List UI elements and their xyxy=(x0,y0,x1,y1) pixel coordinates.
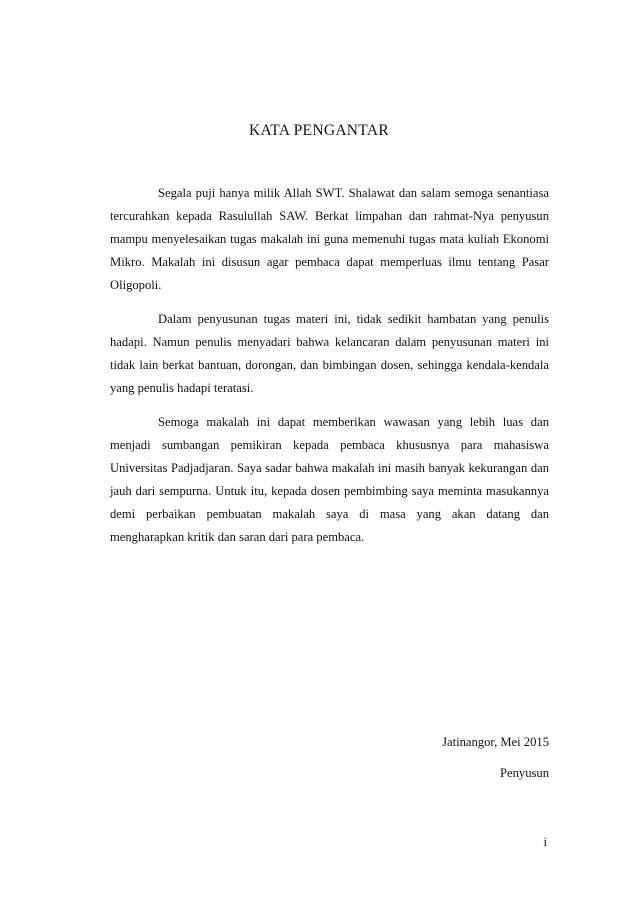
page-number: i xyxy=(543,835,547,849)
body-text xyxy=(110,182,549,560)
paragraph-3: Semoga makalah ini dapat memberikan wawasan yang lebih luas dan menjadi sumbangan pemikiran kepada pembaca khususnya para mahasiswa Universitas Padjadjaran. Saya sadar bahwa makalah ini masih banyak kekurangan dan jauh dari sempurna. Untuk itu, kepada dosen pembimbing saya meminta masukannya demi perbaikan pembuatan makalah saya di masa yang akan datang dan mengharapkan kritik dan saran dari para pembaca. xyxy=(110,415,549,544)
place-date: Jatinangor, Mei 2015 xyxy=(442,735,549,749)
paragraph-2: Dalam penyusunan tugas materi ini, tidak sedikit hambatan yang penulis hadapi. Namun penulis menyadari bahwa kelancaran dalam penyusunan materi ini tidak lain berkat bantuan, dorongan, dan bimbingan dosen, sehingga kendala-kendala yang penulis hadapi teratasi. xyxy=(110,312,549,395)
page-title: KATA PENGANTAR xyxy=(249,122,389,139)
paragraph-1: Segala puji hanya milik Allah SWT. Shalawat dan salam semoga senantiasa tercurahkan kepada Rasulullah SAW. Berkat limpahan dan rahmat-Nya penyusun mampu menyelesaikan tugas makalah ini guna memenuhi tugas mata kuliah Ekonomi Mikro. Makalah ini disusun agar pembaca dapat memperluas ilmu tentang Pasar Oligopoli. xyxy=(110,186,549,292)
signature-role: Penyusun xyxy=(500,766,549,780)
